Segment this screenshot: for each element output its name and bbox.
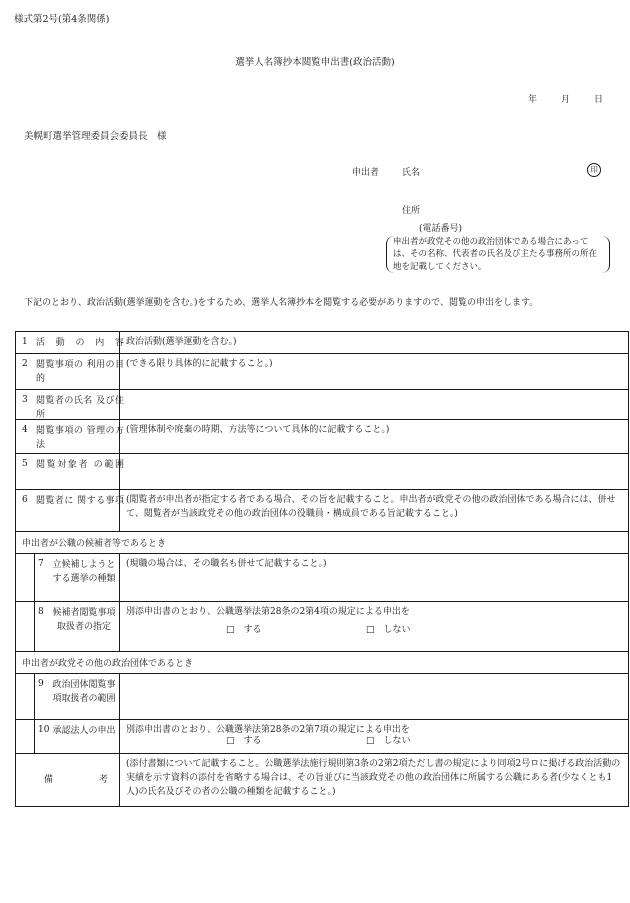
date-month: 月 bbox=[561, 95, 571, 105]
remarks-row bbox=[16, 754, 628, 806]
remarks-value: (添付書類について記載すること。公職選挙法施行規則第3条の2第2項ただし書の規定により同項2号ロに掲げる政治活動の実績を示す資料の添付を省略する場合は、その旨並びに当該政党その他の政治団体に所属する公職にある者(少なくとも1人)の氏名及びその者の公職の種類を記載すること。) bbox=[126, 759, 621, 797]
row-value: 政治活動(選挙運動を含む。) bbox=[126, 337, 237, 347]
table-row bbox=[16, 454, 628, 490]
section-party-heading-row bbox=[16, 652, 628, 674]
section-heading: 申出者が政党その他の政治団体であるとき bbox=[22, 659, 194, 669]
row-value: 別添申出書のとおり、公職選挙法第28条の2第4項の規定による申出を bbox=[126, 607, 410, 617]
row-number: 1 bbox=[22, 337, 28, 347]
row-number: 10 bbox=[38, 725, 50, 735]
row-number: 5 bbox=[22, 459, 28, 469]
address-label: 住所 bbox=[402, 206, 421, 216]
form-id: 様式第2号(第4条関係) bbox=[14, 14, 110, 25]
table-row bbox=[16, 720, 628, 754]
row-label: 活動の内容 bbox=[36, 338, 124, 348]
row-label: 閲覧者の氏名 及び住所 bbox=[36, 396, 124, 421]
option-no[interactable]: □ しない bbox=[366, 625, 411, 635]
row-number: 9 bbox=[38, 679, 44, 689]
date-year: 年 bbox=[528, 95, 538, 105]
remarks-label: 備考 bbox=[44, 775, 108, 785]
row-label: 承認法人の申出 bbox=[52, 726, 116, 736]
row-label: 政治団体閲覧事項取扱者の範囲 bbox=[52, 680, 116, 705]
table-row bbox=[16, 602, 628, 652]
table-row bbox=[16, 354, 628, 390]
row-label: 閲覧事項の 管理の方法 bbox=[36, 426, 124, 451]
section-candidate-heading-row bbox=[16, 532, 628, 554]
document-title: 選挙人名簿抄本閲覧申出書(政治活動) bbox=[235, 57, 395, 68]
addressee: 美幌町選挙管理委員会委員長 様 bbox=[24, 131, 167, 142]
date-day: 日 bbox=[594, 95, 604, 105]
application-table bbox=[15, 331, 629, 807]
option-yes[interactable]: □ する bbox=[226, 625, 262, 635]
applicant-note: 申出者が政党その他の政治団体である場合にあっては、その名称、代表者の氏名及び主たる事務所の所在地を記載してください。 bbox=[386, 236, 610, 273]
row-label: 閲覧対象者 の範囲 bbox=[36, 460, 124, 470]
name-label: 氏名 bbox=[402, 168, 421, 178]
row-value: (管理体制や廃棄の時期、方法等について具体的に記載すること。) bbox=[126, 425, 390, 435]
row-label: 閲覧事項の 利用の目的 bbox=[36, 360, 124, 385]
applicant-label: 申出者 bbox=[352, 168, 380, 178]
intro-text: 下記のとおり、政治活動(選挙運動を含む。)をするため、選挙人名簿抄本を閲覧する必要がありますので、閲覧の申出をします。 bbox=[24, 298, 539, 308]
option-no[interactable]: □ しない bbox=[366, 736, 411, 746]
seal-mark: 印 bbox=[587, 163, 601, 177]
row-number: 3 bbox=[22, 395, 28, 405]
row-number: 2 bbox=[22, 359, 28, 369]
date-row bbox=[528, 94, 627, 107]
row-label: 立候補しようとする選挙の種類 bbox=[52, 560, 116, 585]
table-row bbox=[16, 554, 628, 602]
row-label: 候補者閲覧事項取扱者の指定 bbox=[52, 608, 116, 633]
row-value: (できる限り具体的に記載すること。) bbox=[126, 359, 273, 369]
row-number: 7 bbox=[38, 559, 44, 569]
row-value: 別添申出書のとおり、公職選挙法第28条の2第7項の規定による申出を bbox=[126, 725, 410, 735]
row-number: 8 bbox=[38, 607, 44, 617]
row-value: (現職の場合は、その職名も併せて記載すること。) bbox=[126, 559, 327, 569]
table-row bbox=[16, 490, 628, 532]
table-row bbox=[16, 674, 628, 720]
section-heading: 申出者が公職の候補者等であるとき bbox=[22, 539, 167, 549]
table-row bbox=[16, 420, 628, 454]
table-row bbox=[16, 390, 628, 420]
table-row bbox=[16, 332, 628, 354]
row-label: 閲覧者に 関する事項 bbox=[36, 496, 124, 506]
phone-label: (電話番号) bbox=[419, 224, 463, 234]
row-number: 6 bbox=[22, 495, 28, 505]
row-number: 4 bbox=[22, 425, 28, 435]
option-yes[interactable]: □ する bbox=[226, 736, 262, 746]
row-value: (閲覧者が申出者が指定する者である場合、その旨を記載すること。申出者が政党その他の政治団体である場合には、併せて、閲覧者が当該政党その他の政治団体の役職員・構成員である旨記載すること。) bbox=[126, 495, 616, 519]
